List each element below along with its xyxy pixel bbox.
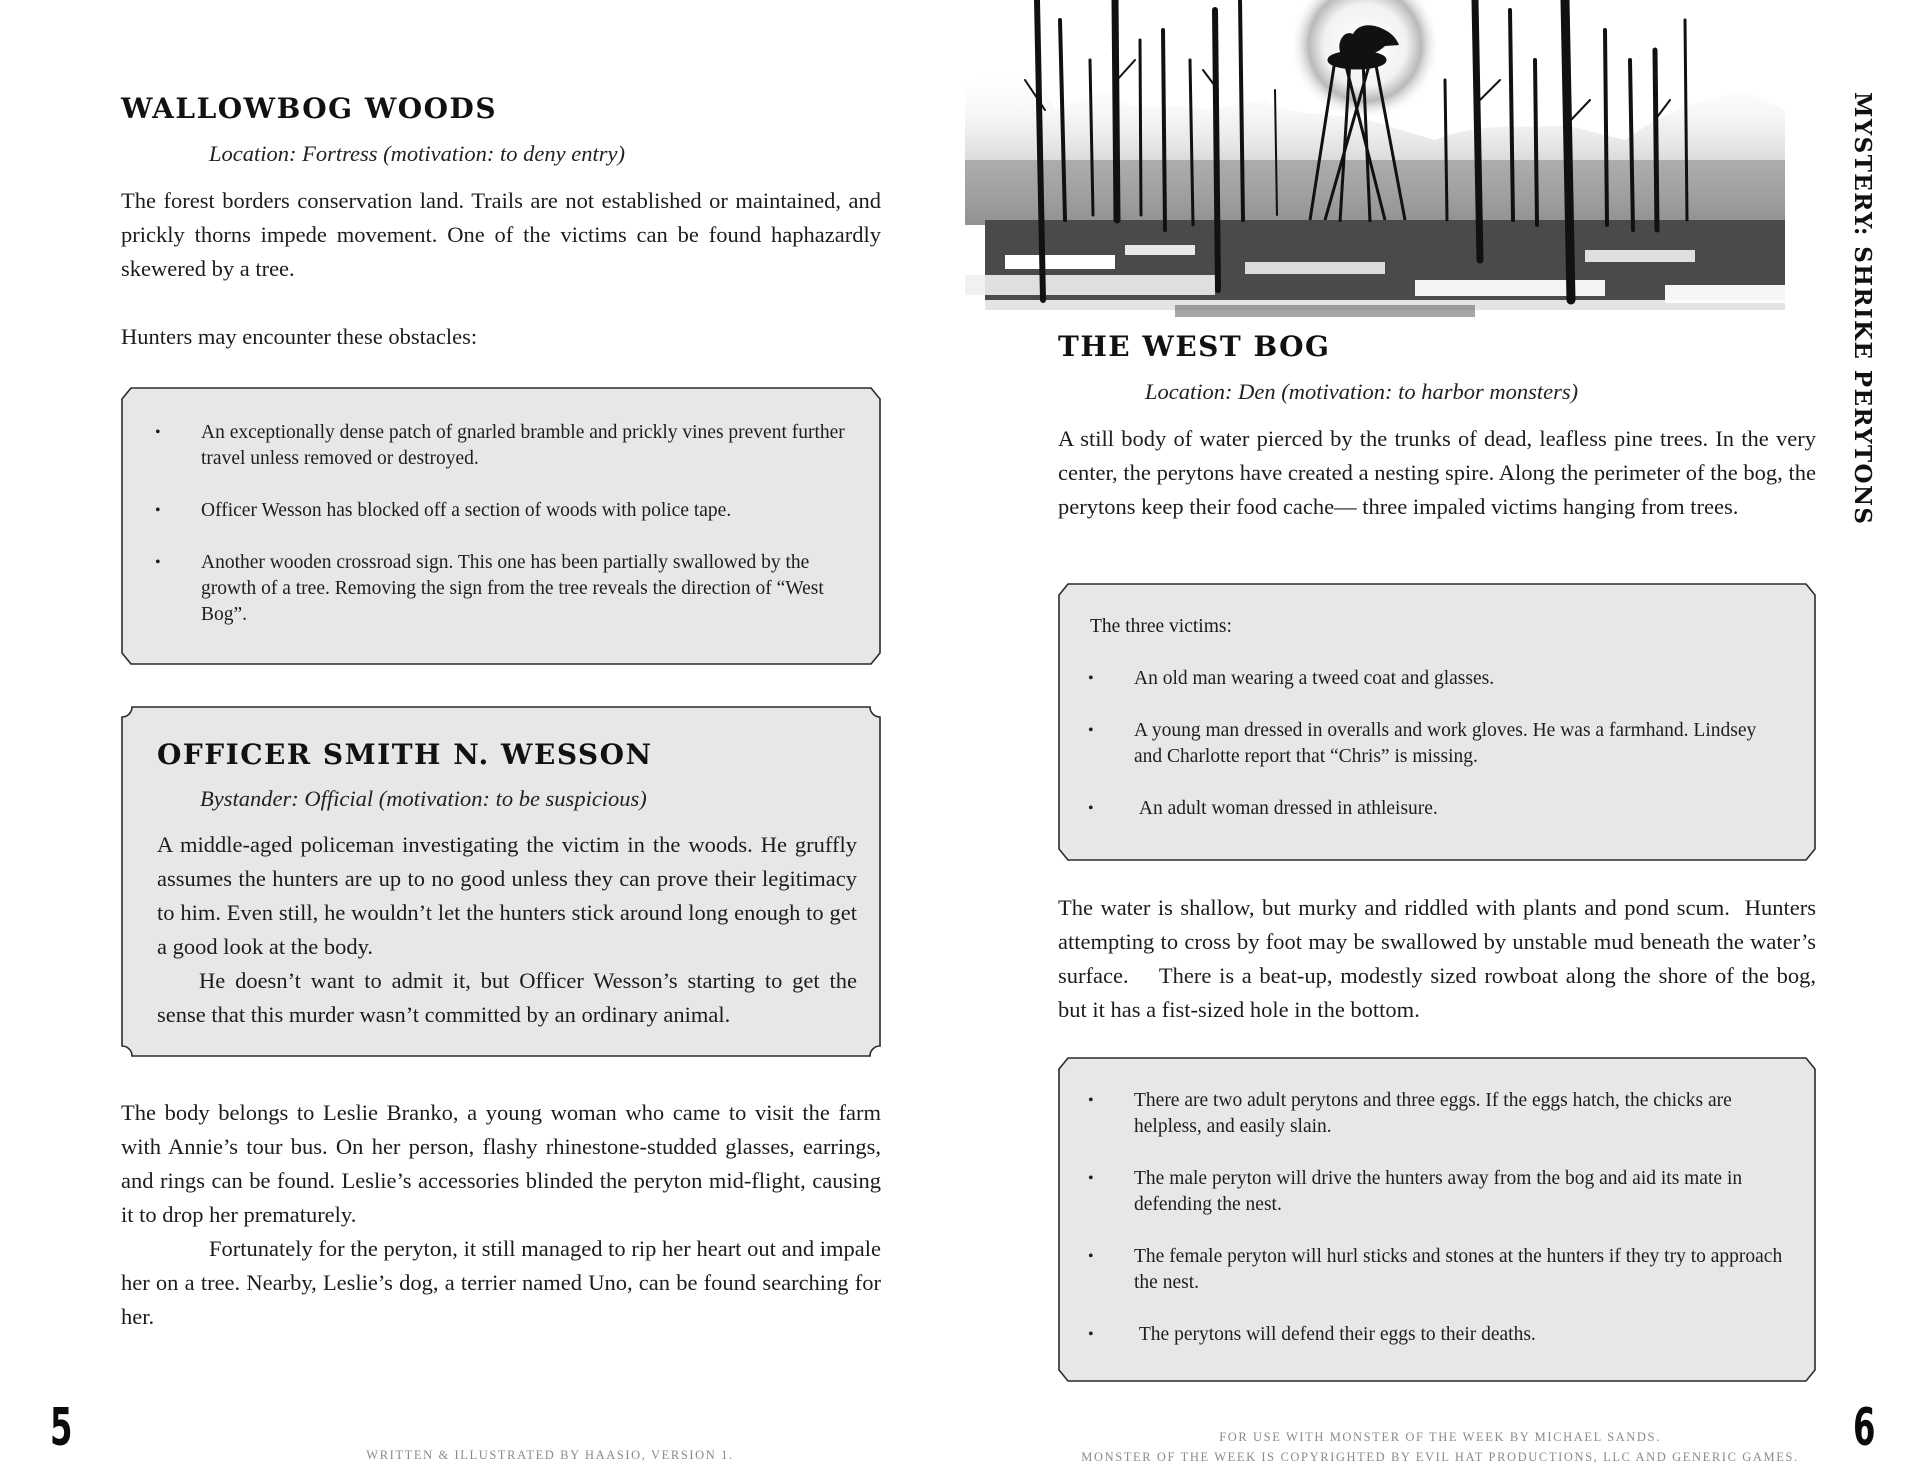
list-item: • The perytons will defend their eggs to their deaths. xyxy=(1058,1322,1786,1348)
npc-type: Bystander: Official (motivation: to be suspicious) xyxy=(200,786,647,811)
water-description: The water is shallow, but murky and riddled with plants and pond scum. Hunters attempting to cross by foot may be swallowed by unstable mud beneath the water’s surface. There is a beat-up, modestly sized rowboat along the shore of the bog, but it has a fist-sized hole in the bottom. xyxy=(1058,895,1822,1022)
obstacles-box xyxy=(121,387,881,665)
location-subtitle: Location: Fortress (motivation: to deny entry) xyxy=(209,141,625,166)
obstacles-intro: Hunters may encounter these obstacles: xyxy=(121,324,478,349)
list-item: • An adult woman dressed in athleisure. xyxy=(1058,796,1786,822)
bullet-icon: • xyxy=(1088,1326,1094,1343)
swamp-illustration xyxy=(965,0,1825,340)
list-item: • An old man wearing a tweed coat and glasses. xyxy=(1058,666,1786,692)
victims-list xyxy=(1058,666,1786,822)
bullet-icon: • xyxy=(1088,1170,1094,1187)
npc-box-officer xyxy=(121,706,881,1057)
side-title: MYSTERY: SHRIKE PERYTONS xyxy=(1849,92,1876,526)
page-number-left: 5 xyxy=(50,1398,73,1458)
victim-paragraph: The body belongs to Leslie Branko, a young woman who came to visit the farm with Annie’s tour bus. On her person, flashy rhinestone-studded glasses, earrings, and rings can be found. Leslie’s accessories blinded the peryton mid-flight, causing it to drop her prematurely. Fortunately for the peryton, it still managed to rip her heart out and impale her on a tree. Nearby, Leslie’s dog, a terrier named Uno, can be found searching for her. xyxy=(121,1100,881,1329)
obstacles-list xyxy=(121,420,851,628)
list-item: • The female peryton will hurl sticks and stones at the hunters if they try to approach the nest. xyxy=(1088,1246,1783,1293)
bullet-icon: • xyxy=(1088,800,1094,817)
bullet-icon: • xyxy=(1088,1092,1094,1109)
bullet-icon: • xyxy=(155,554,161,571)
bullet-icon: • xyxy=(1088,670,1094,687)
list-item: • There are two adult perytons and three eggs. If the eggs hatch, the chicks are helpless, and easily slain. xyxy=(1088,1090,1732,1137)
footer-line-2: MONSTER OF THE WEEK IS COPYRIGHTED BY EVIL HAT PRODUCTIONS, LLC AND GENERIC GAMES. xyxy=(1081,1450,1799,1464)
list-item: • Another wooden crossroad sign. This one has been partially swallowed by the growth of a tree. Removing the sign from the tree reveals the direction of “West Bog”. xyxy=(155,552,824,625)
bullet-icon: • xyxy=(1088,722,1094,739)
bullet-icon: • xyxy=(155,424,161,441)
location-subtitle-west-bog: Location: Den (motivation: to harbor monsters) xyxy=(1145,379,1579,404)
bullet-icon: • xyxy=(155,502,161,519)
footer-license xyxy=(1060,1427,1820,1467)
list-item: • A young man dressed in overalls and work gloves. He was a farmhand. Lindsey and Charlotte report that “Chris” is missing. xyxy=(1088,720,1757,767)
footer-line-1: FOR USE WITH MONSTER OF THE WEEK BY MICHAEL SANDS. xyxy=(1219,1430,1661,1444)
list-item: • An exceptionally dense patch of gnarled bramble and prickly vines prevent further travel unless removed or destroyed. xyxy=(155,422,845,469)
peryton-facts-box xyxy=(1058,1057,1816,1382)
west-bog-description: A still body of water pierced by the trunks of dead, leafless pine trees. In the very center, the perytons have created a nesting spire. Along the perimeter of the bog, the perytons keep their food cache— three impaled victims hanging from trees. xyxy=(1058,426,1816,519)
list-item: • Officer Wesson has blocked off a section of woods with police tape. xyxy=(121,498,851,524)
water-reflection xyxy=(965,220,1785,340)
section-title-west-bog: THE WEST BOG xyxy=(1058,330,1331,363)
bullet-icon: • xyxy=(1088,1248,1094,1265)
page-number-right: 6 xyxy=(1853,1398,1876,1458)
peryton-facts-list xyxy=(1058,1088,1786,1348)
list-item: • The male peryton will drive the hunters away from the bog and aid its mate in defending the nest. xyxy=(1088,1168,1743,1215)
npc-name: OFFICER SMITH N. WESSON xyxy=(157,738,653,771)
footer-credit: WRITTEN & ILLUSTRATED BY HAASIO, VERSION 1. xyxy=(366,1448,734,1462)
victims-intro: The three victims: xyxy=(1090,616,1232,637)
section-title-wallowbog-woods: WALLOWBOG WOODS xyxy=(121,92,498,125)
wallowbog-description: The forest borders conservation land. Trails are not established or maintained, and prickly thorns impede movement. One of the victims can be found haphazardly skewered by a tree. xyxy=(121,188,881,281)
victims-box xyxy=(1058,583,1816,861)
npc-description: A middle-aged policeman investigating the victim in the woods. He gruffly assumes the hunters are up to no good unless they can prove their legitimacy to him. Even still, he wouldn’t let the hunters stick around long enough to get a good look at the body. He doesn’t want to admit it, but Officer Wesson’s starting to get the sense that this murder wasn’t committed by an ordinary animal. xyxy=(157,832,857,1027)
